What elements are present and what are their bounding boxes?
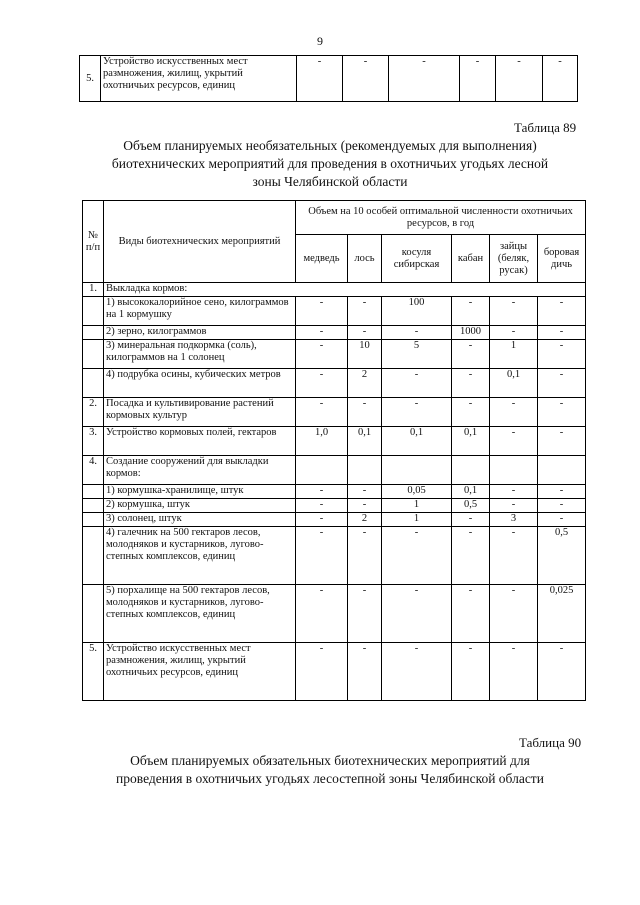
table-row [83,485,586,499]
value-cell: - [296,527,348,585]
value-cell: 0,1 [452,485,490,499]
value-cell: - [296,513,348,527]
value-cell: 1 [490,340,538,369]
value-cell: 0,1 [382,427,452,456]
value-cell: - [538,326,586,340]
continued-table [79,55,578,102]
activity-name: 1) высококалорийное сено, килограммов на 1 кормушку [104,297,296,326]
value-cell: - [382,398,452,427]
table-row [83,283,586,297]
value-cell: 1000 [452,326,490,340]
table-89-label: Таблица 89 [514,120,577,135]
row-number: 3. [83,427,104,456]
activity-name: 3) минеральная подкормка (соль), килограммов на 1 солонец [104,340,296,369]
activity-name: Посадка и культивирование растений кормовых культур [104,398,296,427]
table-row [83,643,586,701]
table-row [83,513,586,527]
value-cell: - [452,340,490,369]
page-number: 9 [317,34,323,48]
value-cell: - [296,643,348,701]
value-cell: - [452,369,490,398]
value-cell: - [490,643,538,701]
activity-name: 4) галечник на 500 гектаров лесов, молодняков и кустарников, лугово-степных комплексов, единиц [104,527,296,585]
table-89 [82,200,586,701]
table-89-caption [50,137,610,191]
activity-name: 5) порхалище на 500 гектаров лесов, молодняков и кустарников, лугово-степных комплексов, единиц [104,585,296,643]
table-row [80,56,578,102]
activity-name: Устройство искусственных мест размножения, жилищ, укрытий охотничьих ресурсов, единиц [104,643,296,701]
row-number: 2. [83,398,104,427]
header-moose: лось [348,235,382,283]
value-cell: - [296,340,348,369]
value-cell [452,456,490,485]
value-cell: - [297,56,343,102]
value-cell: - [538,427,586,456]
row-number [83,297,104,326]
activity-name: 2) зерно, килограммов [104,326,296,340]
value-cell: - [348,297,382,326]
value-cell: - [490,527,538,585]
activity-name: 1) кормушка-хранилище, штук [104,485,296,499]
caption-line: Объем планируемых необязательных (рекомендуемых для выполнения) [123,138,537,153]
value-cell: - [538,297,586,326]
value-cell: - [490,585,538,643]
header-activity: Виды биотехнических мероприятий [104,201,296,283]
activity-name: Создание сооружений для выкладки кормов: [104,456,296,485]
value-cell: - [389,56,460,102]
value-cell: - [452,643,490,701]
value-cell: - [490,398,538,427]
table-89-body [83,283,586,701]
activity-name: Выкладка кормов: [104,283,586,297]
value-cell: 2 [348,513,382,527]
value-cell: - [296,485,348,499]
row-number: 1. [83,283,104,297]
value-cell: - [490,427,538,456]
table-90-caption [50,752,610,788]
activity-name: 4) подрубка осины, кубических метров [104,369,296,398]
value-cell: - [296,369,348,398]
value-cell: - [348,485,382,499]
value-cell [348,456,382,485]
header-hares: зайцы (беляк, русак) [490,235,538,283]
value-cell: 0,5 [538,527,586,585]
value-cell: - [343,56,389,102]
value-cell: - [296,398,348,427]
row-number [83,527,104,585]
value-cell: 0,1 [490,369,538,398]
value-cell: 1 [382,499,452,513]
value-cell: - [543,56,578,102]
header-roe-deer: косуля сибирская [382,235,452,283]
table-row [83,456,586,485]
value-cell: - [382,643,452,701]
value-cell: 0,1 [452,427,490,456]
table-row [83,585,586,643]
table-row [83,369,586,398]
value-cell: - [452,398,490,427]
row-number: 4. [83,456,104,485]
value-cell: - [538,485,586,499]
row-number [83,513,104,527]
caption-line: зоны Челябинской области [252,174,408,189]
row-number [83,326,104,340]
value-cell: 0,5 [452,499,490,513]
value-cell: - [490,499,538,513]
value-cell: - [382,527,452,585]
value-cell: - [538,499,586,513]
value-cell: - [490,326,538,340]
value-cell: - [382,369,452,398]
activity-name: 2) кормушка, штук [104,499,296,513]
value-cell: - [538,513,586,527]
row-number [83,340,104,369]
value-cell: - [538,398,586,427]
value-cell: - [382,326,452,340]
value-cell: - [538,643,586,701]
caption-line: Объем планируемых обязательных биотехнических мероприятий для [130,753,530,768]
caption-line: биотехнических мероприятий для проведения в охотничьих угодьях лесной [111,156,549,171]
value-cell [490,456,538,485]
header-boar: кабан [452,235,490,283]
table-row [83,499,586,513]
value-cell: 5 [382,340,452,369]
value-cell: - [538,340,586,369]
value-cell: - [452,513,490,527]
value-cell: - [490,485,538,499]
value-cell [296,456,348,485]
value-cell: - [496,56,543,102]
row-number [83,485,104,499]
value-cell: 100 [382,297,452,326]
table-row [83,326,586,340]
value-cell: 0,05 [382,485,452,499]
value-cell: - [348,585,382,643]
row-number [83,585,104,643]
table-row [83,340,586,369]
value-cell: 1,0 [296,427,348,456]
value-cell: - [452,527,490,585]
value-cell: - [348,398,382,427]
value-cell: - [348,326,382,340]
value-cell: 3 [490,513,538,527]
value-cell: - [382,585,452,643]
table-row [83,527,586,585]
table-row [83,398,586,427]
value-cell: - [296,499,348,513]
table-90-label: Таблица 90 [519,735,582,750]
value-cell: 0,1 [348,427,382,456]
header-volume: Объем на 10 особей оптимальной численности охотничьих ресурсов, в год [296,201,586,235]
value-cell: - [348,643,382,701]
value-cell: - [348,499,382,513]
value-cell: - [538,369,586,398]
value-cell: 1 [382,513,452,527]
table-row [83,427,586,456]
activity-name: 3) солонец, штук [104,513,296,527]
value-cell: - [296,585,348,643]
row-number: 5. [80,56,101,102]
header-number: № п/п [83,201,104,283]
activity-name: Устройство искусственных мест размножения, жилищ, укрытий охотничьих ресурсов, единиц [101,56,297,102]
value-cell: 10 [348,340,382,369]
row-number [83,499,104,513]
value-cell [382,456,452,485]
row-number [83,369,104,398]
value-cell: - [296,326,348,340]
header-bear: медведь [296,235,348,283]
value-cell: - [490,297,538,326]
row-number: 5. [83,643,104,701]
value-cell: 0,025 [538,585,586,643]
value-cell: - [296,297,348,326]
table-row [83,297,586,326]
header-game-birds: боровая дичь [538,235,586,283]
value-cell: - [348,527,382,585]
value-cell [538,456,586,485]
value-cell: - [460,56,496,102]
value-cell: 2 [348,369,382,398]
value-cell: - [452,585,490,643]
caption-line: проведения в охотничьих угодьях лесостепной зоны Челябинской области [116,771,544,786]
activity-name: Устройство кормовых полей, гектаров [104,427,296,456]
value-cell: - [452,297,490,326]
